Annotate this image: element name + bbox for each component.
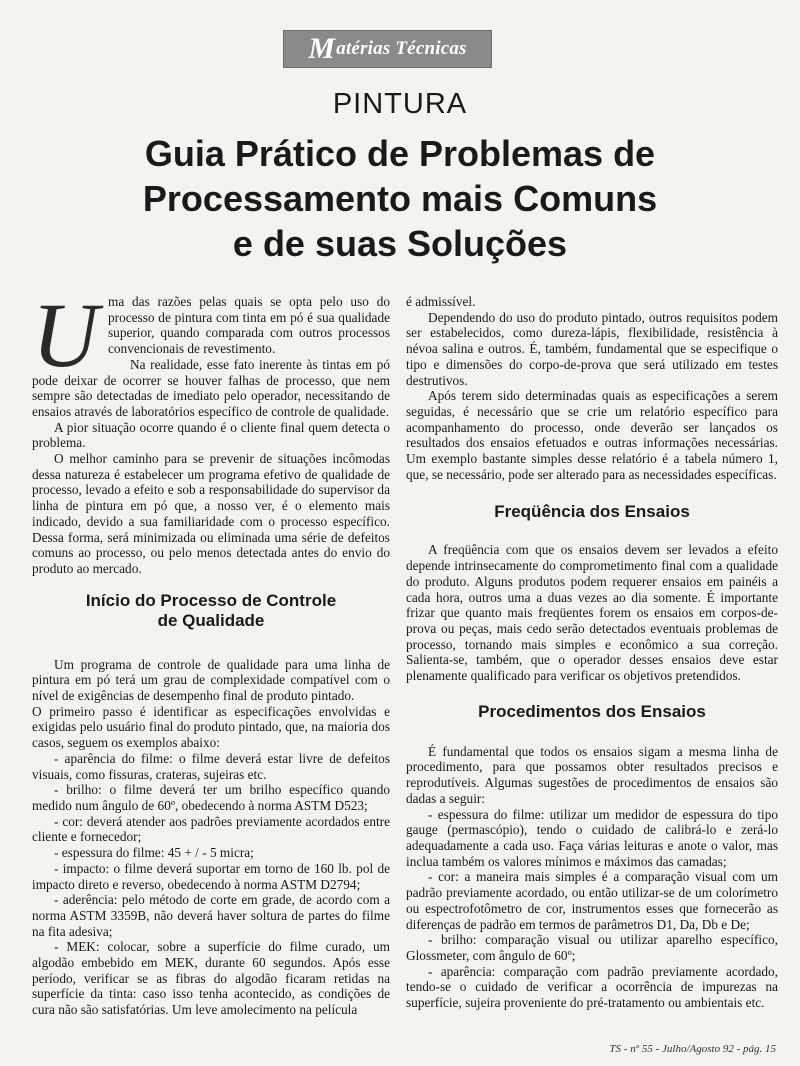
paragraph: Um programa de controle de qualidade para uma linha de pintura em pó terá um grau de complexidade compatível com o nível de exigências de desempenho final de produto pintado. — [32, 656, 390, 704]
title-line-3: e de suas Soluções — [232, 223, 568, 264]
section-heading-procedures: Procedimentos dos Ensaios — [478, 701, 706, 721]
list-item: - cor: deverá atender aos padrões previamente acordados entre cliente e fornecedor; — [32, 813, 390, 845]
left-column — [32, 284, 390, 1018]
paragraph: Na realidade, esse fato inerente às tintas em pó pode deixar de ocorrer se houver falhas de processo, que nem sempre são detectadas de imediato pelo operador, necessitando de ensaios através de laboratórios específico de controle de qualidade. — [32, 356, 390, 419]
paragraph: Após terem sido determinadas quais as especificações a serem seguidas, é necessário que se crie um relatório específico para acompanhamento do processo, onde deverão ser lançados os resultados dos ensaios efetuados e outras informações necessárias. Um exemplo bastante simples desse relatório é a tabela número 1, que, se necessário, pode ser alterado para as necessidades específicas. — [406, 388, 778, 482]
list-item: - aparência do filme: o filme deverá estar livre de defeitos visuais, como fissuras, crateras, sujeiras etc. — [32, 750, 390, 782]
list-item: - cor: a maneira mais simples é a comparação visual com um padrão previamente acordado, ou então utilizar-se de um colorímetro ou espectrofotômetro de cor, instrumentos esses que fornecerão as diferenças de padrão em termos de parâmetros D1, Da, Db e De; — [406, 869, 778, 932]
list-item: - espessura do filme: 45 + / - 5 micra; — [54, 845, 254, 861]
paragraph: Dependendo do uso do produto pintado, outros requisitos podem ser estabelecidos, como dureza-lápis, flexibilidade, resistência à névoa salina e outros. É, também, fundamental que se especifique o tipo e dimensões do corpo-de-prova que será utilizado em testes destrutivos. — [406, 309, 778, 388]
title-line-1: Guia Prático de Problemas de — [144, 133, 656, 174]
drop-cap: U — [32, 284, 99, 386]
paragraph: O melhor caminho para se prevenir de situações incômodas dessa natureza é estabelecer um programa efetivo de qualidade de processo, levado a efeito e sob a responsabilidade do supervisor da linha de pintura em pó que, a nosso ver, é o elemento mais indicado, devido a sua familiaridade com o processo específico. Dessa forma, será minimizada ou eliminada uma série de defeitos comuns ao processo, ou pelo menos detectada antes do envio do produto ao mercado. — [32, 451, 390, 576]
list-item: - aderência: pelo método de corte em grade, de acordo com a norma ASTM 3359B, não deverá haver soltura de partes do filme na fita adesiva; — [32, 892, 390, 939]
paragraph: É fundamental que todos os ensaios sigam a mesma linha de procedimento, para que possamos obter resultados precisos e reprodutíveis. Algumas sugestões de procedimentos de ensaios são dadas a seguir: — [406, 743, 778, 806]
banner-initial: M — [308, 32, 336, 65]
list-item: - aparência: comparação com padrão previamente acordado, tendo-se o cuidado de verificar a ocorrência de impurezas na superfície, sujeira proveniente do pré-tratamento ou ambientais etc. — [406, 963, 778, 1011]
section-banner — [283, 30, 492, 68]
title-line-2: Processamento mais Comuns — [142, 178, 658, 219]
list-item: - espessura do filme: utilizar um medidor de espessura do tipo gauge (permascópio), tendo o cuidado de calibrá-lo e zerá-lo adequadamente a cada uso. Faça várias leituras e anote o valor, mas inclua também os valores mínimos e máximos das camadas; — [406, 806, 778, 869]
paragraph: A freqüência com que os ensaios devem ser levados a efeito depende intrinsecamente do comprometimento final com a qualidade do produto. Alguns produtos podem requerer ensaios em painéis a cada hora, outros uma a duas vezes ao dia somente. É importante frizar que quanto mais freqüentes forem os ensaios em corpos-de-prova ou peças, mais cedo serão detectados eventuais problemas de processo, tornando mais simples e econômico a sua correção. Salienta-se, também, que o operador desses ensaios deve estar plenamente qualificado para verificar os objetivos pretendidos. — [406, 542, 778, 684]
list-item: - brilho: comparação visual ou utilizar aparelho específico, Glossmeter, com ângulo de 60º; — [406, 932, 778, 963]
right-column — [406, 294, 778, 1011]
article-title — [40, 131, 760, 266]
heading-line: de Qualidade — [157, 610, 265, 630]
list-item: - brilho: o filme deverá ter um brilho específico quando medido num ângulo de 60º, obedecendo à norma ASTM D523; — [32, 782, 390, 813]
page-footer: TS - nº 55 - Julho/Agosto 92 - pág. 15 — [609, 1043, 776, 1055]
paragraph: ma das razões pelas quais se opta pelo uso do processo de pintura com tinta em pó é sua qualidade superior, quando comparada com outros processos convencionais de revestimento. — [108, 294, 390, 357]
paragraph: A pior situação ocorre quando é o cliente final quem detecta o problema. — [32, 419, 390, 451]
paragraph: é admissível. — [406, 294, 476, 309]
banner-text: atérias Técnicas — [336, 38, 467, 59]
list-item: - MEK: colocar, sobre a superfície do filme curado, um algodão embebido em MEK, durante 60 segundos. Após esse período, verificar se as fibras do algodão ficaram retidas na superfície da tinta: caso isso tenha acontecido, as condições de cura não são satisfatórias. Um leve amolecimento na película — [32, 939, 390, 1018]
section-heading-frequency: Freqüência dos Ensaios — [494, 502, 690, 522]
section-heading-quality-control — [32, 591, 390, 631]
list-item: - impacto: o filme deverá suportar em torno de 160 lb. pol de impacto direto e reverso, obedecendo à norma ASTM D2794; — [32, 860, 390, 892]
heading-line: Início do Processo de Controle — [85, 590, 337, 610]
section-label: PINTURA — [332, 88, 468, 120]
paragraph: O primeiro passo é identificar as especificações envolvidas e exigidas pelo usuário final do produto pintado, que, na maioria dos casos, seguem os exemplos abaixo: — [32, 703, 390, 751]
